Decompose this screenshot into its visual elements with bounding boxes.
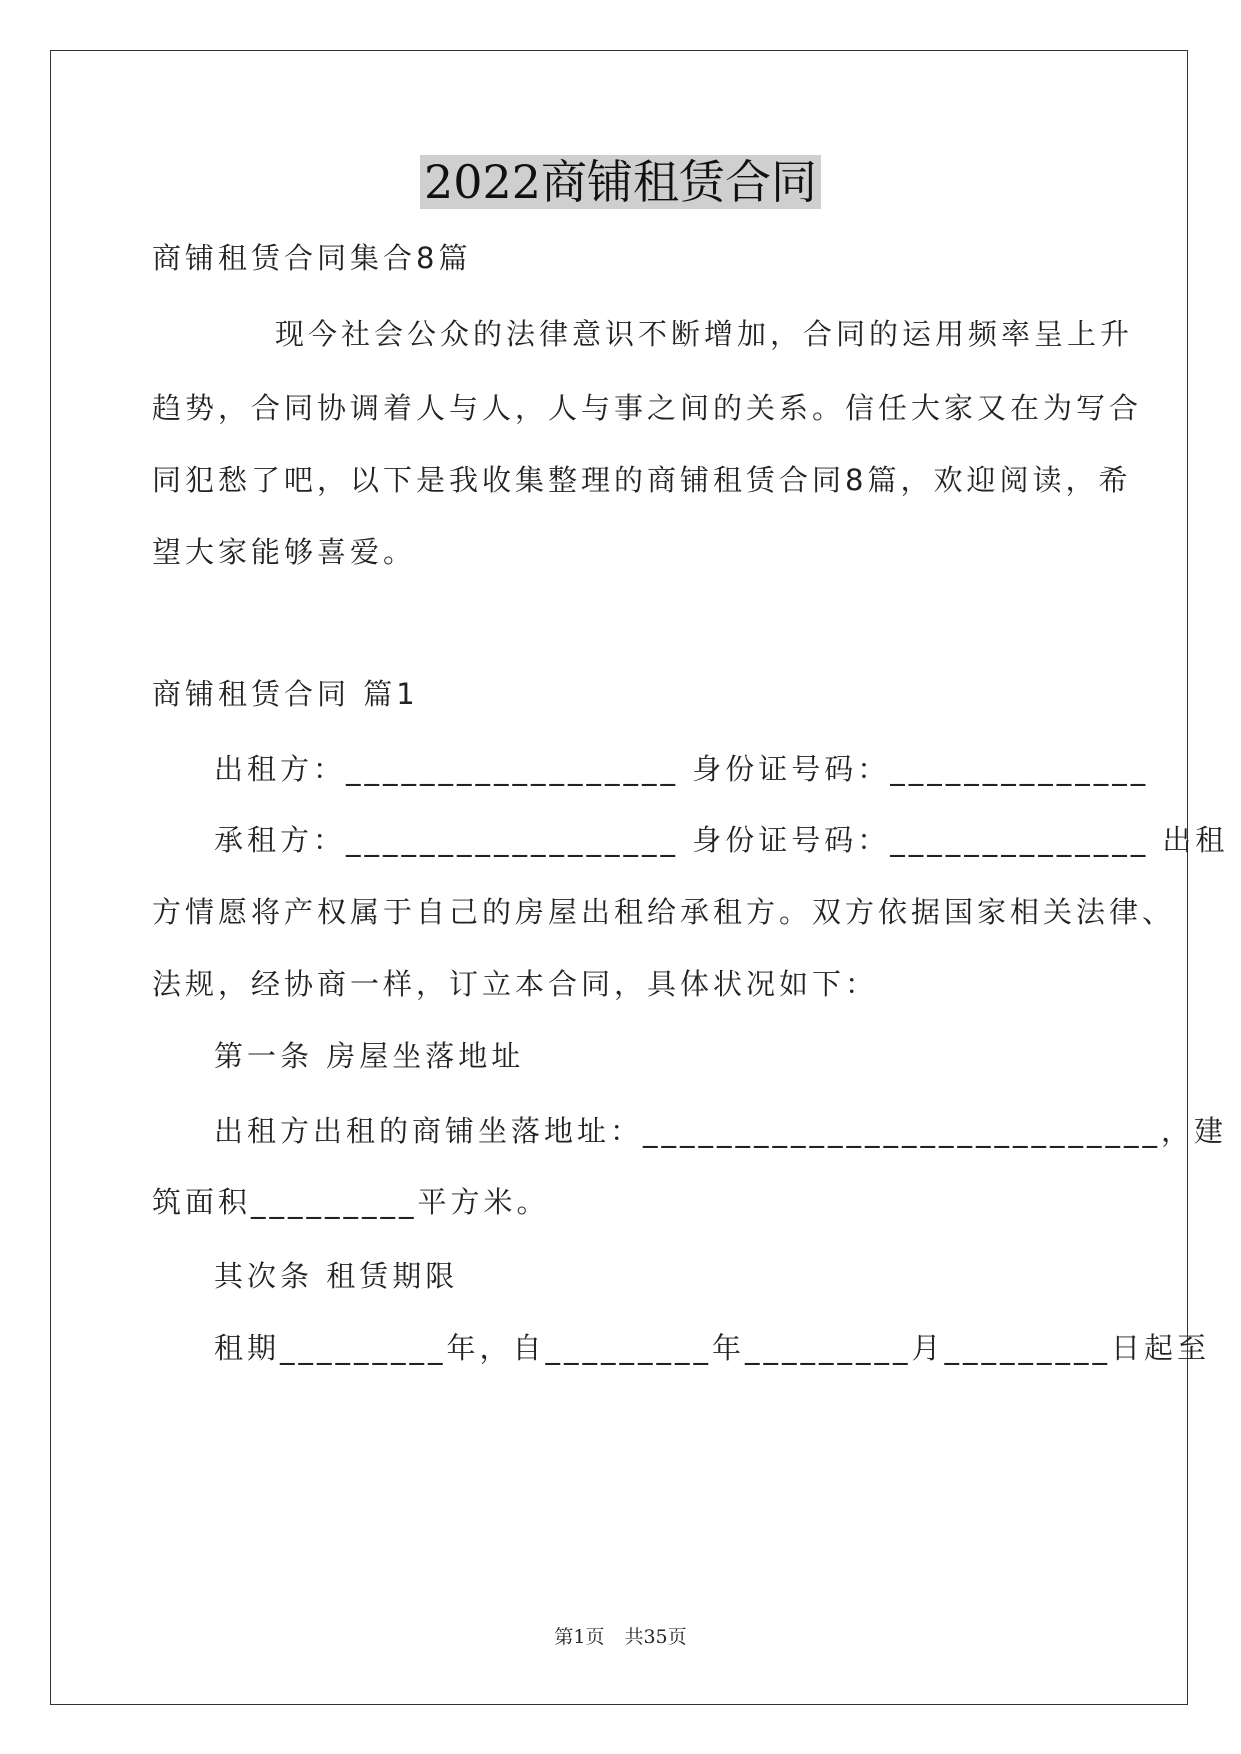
page-footer	[0, 1623, 1241, 1651]
page-number: 第1页	[554, 1626, 605, 1648]
term-line: 租期_________年，自_________年_________月_________日起至	[214, 1331, 1211, 1365]
body-line: 方情愿将产权属于自己的房屋出租给承租方。双方依据国家相关法律、	[152, 895, 1176, 929]
intro-line: 同犯愁了吧，以下是我收集整理的商铺租赁合同8篇，欢迎阅读，希	[152, 463, 1132, 497]
subtitle-line: 商铺租赁合同集合8篇	[152, 241, 472, 275]
intro-line: 现今社会公众的法律意识不断增加，合同的运用频率呈上升	[275, 317, 1134, 351]
lessor-line: 出租方：__________________ 身份证号码：______________	[214, 752, 1150, 786]
address-line: 出租方出租的商铺坐落地址：____________________________，建	[214, 1114, 1228, 1148]
intro-line: 望大家能够喜爱。	[152, 535, 417, 569]
page-border	[50, 50, 1188, 1705]
article-heading: 其次条 租赁期限	[214, 1259, 459, 1293]
area-line: 筑面积_________平方米。	[152, 1185, 550, 1219]
body-line: 法规，经协商一样，订立本合同，具体状况如下：	[152, 967, 879, 1001]
document-title: 2022商铺租赁合同	[0, 150, 1241, 214]
page-total: 共35页	[624, 1626, 687, 1648]
lessee-line: 承租方：__________________ 身份证号码：______________ 出租	[214, 823, 1229, 857]
article-heading: 第一条 房屋坐落地址	[214, 1039, 525, 1073]
intro-line: 趋势，合同协调着人与人，人与事之间的关系。信任大家又在为写合	[152, 391, 1143, 425]
section-heading: 商铺租赁合同 篇1	[152, 677, 419, 711]
